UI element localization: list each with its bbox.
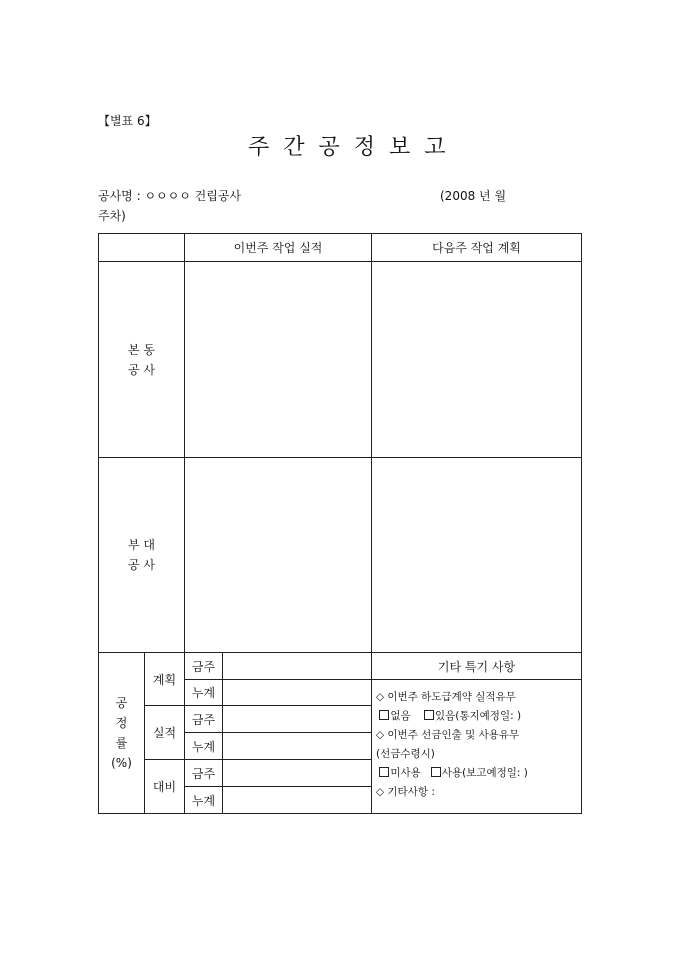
header-this-week: 이번주 작업 실적 [185,234,372,262]
option-used-label: 사용(보고예정일: ) [441,767,528,779]
page-title: 주간공정보고 [248,135,460,160]
main-work-line2: 공 사 [128,362,155,377]
main-work-label [99,262,185,458]
group-plan-label: 계획 [145,653,185,706]
row-label: 금주 [185,706,223,733]
project-label [98,187,241,204]
checkbox-used[interactable] [431,767,441,777]
notes-body [372,680,582,814]
notes-advance-options [376,764,577,783]
progress-rate-label [99,653,145,814]
header-next-week: 다음주 작업 계획 [372,234,582,262]
progress-char-3: 률 [115,736,128,750]
actual-cumulative-value[interactable] [223,733,372,760]
row-label: 금주 [185,760,223,787]
notes-advance-line: ◇ 이번주 선금인출 및 사용유무 [376,729,520,741]
option-unused-label: 미사용 [390,767,421,779]
project-name-label: 공사명 : [98,189,141,203]
weekly-report-table [98,233,582,814]
sub-work-this-week-cell[interactable] [185,458,372,653]
sub-work-label [99,458,185,653]
report-week: 주차) [98,209,126,223]
progress-char-2: 정 [115,716,128,730]
plan-cumulative-value[interactable] [223,680,372,706]
progress-char-4: (%) [111,756,132,770]
notes-advance-line-sub: (선금수령시) [376,748,435,760]
group-actual-label: 실적 [145,706,185,760]
main-work-line1: 본 동 [128,342,155,357]
compare-this-week-value[interactable] [223,760,372,787]
row-label: 누계 [185,680,223,706]
row-label: 금주 [185,653,223,680]
notes-header: 기타 특기 사항 [372,653,582,680]
row-label: 누계 [185,787,223,814]
sub-work-line2: 공 사 [128,558,155,572]
checkbox-unused[interactable] [379,767,389,777]
report-period: (2008 년 월 [440,189,507,203]
main-work-next-week-cell[interactable] [372,262,582,458]
main-work-this-week-cell[interactable] [185,262,372,458]
option-yes-label: 있음(통지예정일: ) [435,710,522,722]
notes-other-line: ◇ 기타사항 : [376,786,435,798]
checkbox-none[interactable] [379,710,389,720]
actual-this-week-value[interactable] [223,706,372,733]
notes-subcontract-line: ◇ 이번주 하도급계약 실적유무 [376,691,516,703]
plan-this-week-value[interactable] [223,653,372,680]
header-empty-cell [99,234,185,262]
sub-work-next-week-cell[interactable] [372,458,582,653]
compare-cumulative-value[interactable] [223,787,372,814]
row-label: 누계 [185,733,223,760]
option-none-label: 없음 [390,710,411,722]
checkbox-yes[interactable] [424,710,434,720]
group-compare-label: 대비 [145,760,185,814]
progress-char-1: 공 [115,696,128,710]
notes-subcontract-options [376,707,577,726]
sub-work-line1: 부 대 [128,538,155,552]
project-name: ㅇㅇㅇㅇ 건립공사 [144,189,242,203]
annex-label: 【별표 6】 [98,114,157,128]
